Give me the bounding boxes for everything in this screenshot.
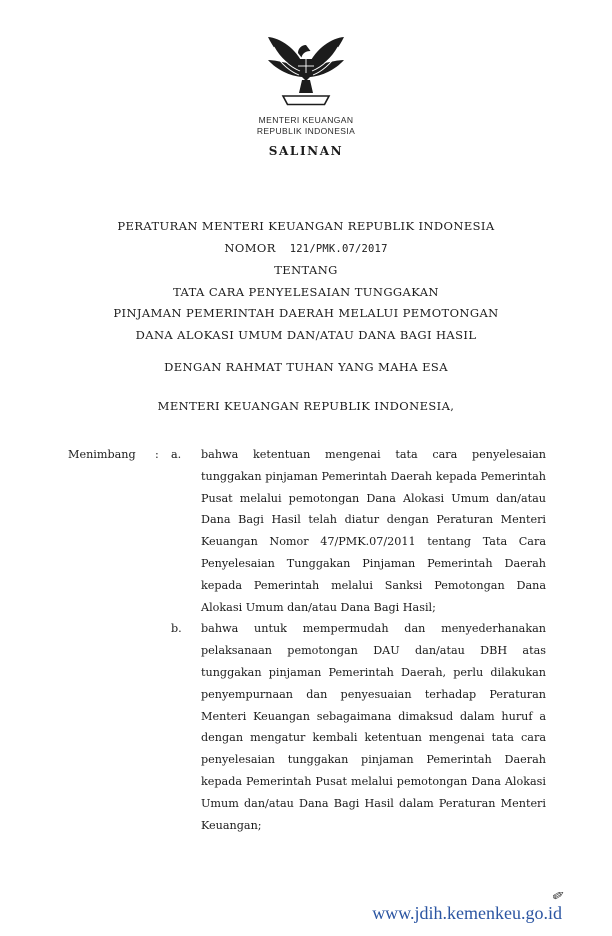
menimbang-label: Menimbang	[68, 448, 136, 461]
subject-line2: PINJAMAN PEMERINTAH DAERAH MELALUI PEMOTONGAN	[113, 306, 499, 320]
item-marker: b.	[171, 622, 182, 636]
subject-line1: TATA CARA PENYELESAIAN TUNGGAKAN	[173, 284, 439, 299]
nomor-value: 121/PMK.07/2017	[289, 242, 388, 255]
regulation-number-line	[0, 238, 612, 261]
item-marker: a.	[171, 448, 182, 461]
menimbang-items	[171, 444, 546, 836]
jdih-link[interactable]: www.jdih.kemenkeu.go.id	[372, 903, 562, 923]
ministry-name	[0, 115, 612, 136]
menimbang-colon: :	[155, 448, 159, 461]
item-text: bahwa ketentuan mengenai tata cara penyelesaian tunggakan pinjaman Pemerintah Daerah kepada Pemerintah Pusat melalui pemotongan Dana Alokasi Umum dan/atau Dana Bagi Hasil telah diatur dengan Peraturan Menteri Keuangan Nomor 47/PMK.07/2011 tentang Tata Cara Penyelesaian Tunggakan Pinjaman Pemerintah Daerah kepada Pemerintah melalui Sanksi Pemotongan Dana Alokasi Umum dan/atau Dana Bagi Hasil;	[201, 448, 546, 614]
subject-line3: DANA ALOKASI UMUM DAN/ATAU DANA BAGI HASIL	[135, 327, 477, 342]
menimbang-item-b	[171, 618, 546, 836]
ministry-line2: REPUBLIK INDONESIA	[256, 125, 356, 136]
menimbang-item-a	[171, 444, 546, 618]
salinan-label: SALINAN	[268, 144, 344, 158]
letterhead	[0, 0, 612, 158]
ministry-line1: MENTERI KEUANGAN	[258, 115, 354, 125]
regulation-title-block	[0, 216, 612, 346]
item-text: bahwa untuk mempermudah dan menyederhanakan pelaksanaan pemotongan DAU dan/atau DBH atas tunggakan pinjaman Pemerintah Daerah, perlu dilakukan penyempurnaan dan penyesuaian terhadap Peraturan Menteri Keuangan sebagaimana dimaksud dalam huruf a dengan mengatur kembali ketentuan mengenai tata cara penyelesaian tunggakan pinjaman Pemerintah Daerah kepada Pemerintah Pusat melalui pemotongan Dana Alokasi Umum dan/atau Dana Bagi Hasil dalam Peraturan Menteri Keuangan;	[201, 622, 546, 832]
rahmat-line: DENGAN RAHMAT TUHAN YANG MAHA ESA	[164, 360, 448, 374]
footer	[372, 887, 569, 924]
garuda-emblem-icon	[264, 93, 348, 112]
regulation-title-line: PERATURAN MENTERI KEUANGAN REPUBLIK INDONESIA	[117, 219, 495, 233]
nomor-label: NOMOR	[224, 240, 276, 255]
tentang-label: TENTANG	[274, 263, 338, 277]
menteri-line: MENTERI KEUANGAN REPUBLIK INDONESIA,	[157, 399, 455, 413]
menimbang-section	[0, 444, 612, 836]
quill-icon: ✎	[551, 887, 569, 904]
